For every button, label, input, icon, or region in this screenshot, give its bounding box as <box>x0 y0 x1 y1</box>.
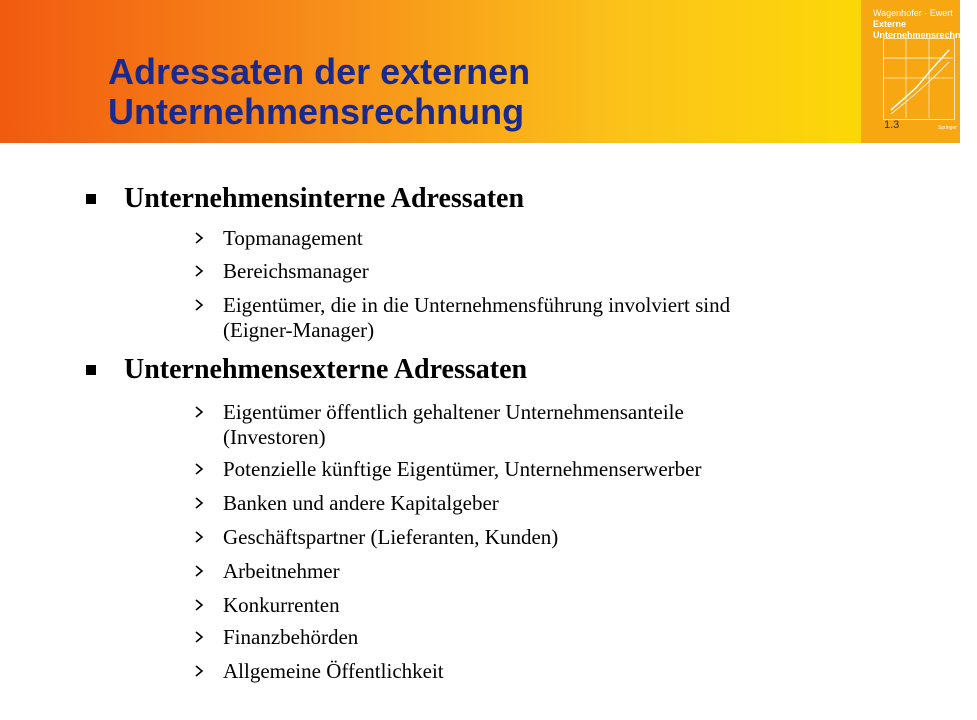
square-bullet-icon <box>86 365 96 375</box>
list-item: Eigentümer öffentlich gehaltener Unternehmensanteile <box>223 400 684 424</box>
arrowhead-bullet-icon <box>193 264 205 278</box>
arrowhead-bullet-icon <box>193 231 205 245</box>
slide-title-line-1: Adressaten der externen <box>108 51 531 92</box>
arrowhead-bullet-icon <box>193 530 205 544</box>
book-cover-title-line-2: Unternehmensrechnung <box>873 30 977 40</box>
arrowhead-bullet-icon <box>193 564 205 578</box>
list-item: Eigentümer, die in die Unternehmensführung involviert sind <box>223 293 731 317</box>
slide-header <box>0 0 977 143</box>
page-number: 1.3 <box>884 119 900 131</box>
slide-title-line-2: Unternehmensrechnung <box>108 91 525 132</box>
arrowhead-bullet-icon <box>193 630 205 644</box>
list-item: Potenzielle künftige Eigentümer, Unternehmenserwerber <box>223 457 702 481</box>
list-item: Bereichsmanager <box>223 259 369 283</box>
arrowhead-bullet-icon <box>193 664 205 678</box>
arrowhead-bullet-icon <box>193 598 205 612</box>
list-item: Konkurrenten <box>223 593 340 617</box>
list-item: Finanzbehörden <box>223 625 359 649</box>
list-item: Arbeitnehmer <box>223 559 340 583</box>
section-heading-internal: Unternehmensinterne Adressaten <box>124 183 525 214</box>
arrowhead-bullet-icon <box>193 405 205 419</box>
book-cover-thumbnail <box>861 0 977 143</box>
book-cover-publisher: Springer <box>938 125 957 131</box>
arrowhead-bullet-icon <box>193 462 205 476</box>
book-cover-authors: Wagenhofer · Ewert <box>873 8 953 18</box>
list-item: Banken und andere Kapitalgeber <box>223 491 499 515</box>
slide-title <box>108 52 530 132</box>
arrowhead-bullet-icon <box>193 496 205 510</box>
arrowhead-bullet-icon <box>193 298 205 312</box>
list-item-continuation: (Investoren) <box>223 425 326 449</box>
list-item: Topmanagement <box>223 226 363 250</box>
book-cover-title-line-1: Externe <box>873 19 907 29</box>
list-item: Allgemeine Öffentlichkeit <box>223 659 444 683</box>
book-cover-graphic <box>861 0 960 143</box>
list-item-continuation: (Eigner-Manager) <box>223 318 375 342</box>
square-bullet-icon <box>86 194 96 204</box>
list-item: Geschäftspartner (Lieferanten, Kunden) <box>223 525 559 549</box>
section-heading-external: Unternehmensexterne Adressaten <box>124 354 528 385</box>
